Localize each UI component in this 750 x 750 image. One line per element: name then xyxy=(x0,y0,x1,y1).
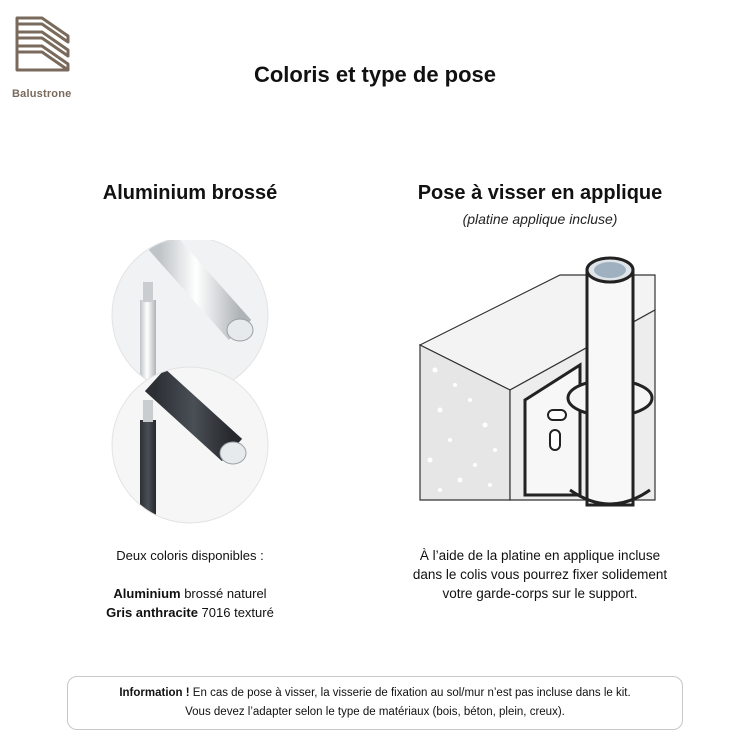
info-label: Information ! xyxy=(119,687,190,699)
finish-option-aluminium: Aluminium brossé naturel xyxy=(113,586,267,601)
finish-option-anthracite: Gris anthracite 7016 texturé xyxy=(106,605,274,620)
info-line-2: Vous devez l’adapter selon le type de matériaux (bois, béton, plein, creux). xyxy=(185,706,565,718)
mount-section-subtitle: (platine applique incluse) xyxy=(462,211,618,227)
mount-description: À l’aide de la platine en applique incluse dans le colis vous pourrez fixer solidement votre garde-corps sur le support. xyxy=(412,548,668,601)
mount-section-title: Pose à visser en applique xyxy=(417,182,663,204)
info-line-1: Information ! En cas de pose à visser, la visserie de fixation au sol/mur n’est pas incluse dans le kit. xyxy=(119,687,631,699)
brand-logo xyxy=(10,12,85,102)
brand-name: Balustrone xyxy=(12,88,72,100)
side-mount-illustration xyxy=(410,250,660,520)
anthracite-finish-sample xyxy=(112,367,268,530)
finish-intro: Deux coloris disponibles : xyxy=(116,548,264,563)
info-box xyxy=(67,676,683,730)
finish-samples-illustration xyxy=(100,240,290,530)
page-title: Coloris et type de pose xyxy=(253,62,497,87)
finish-description xyxy=(60,546,320,622)
finish-section-title: Aluminium brossé xyxy=(102,182,278,204)
